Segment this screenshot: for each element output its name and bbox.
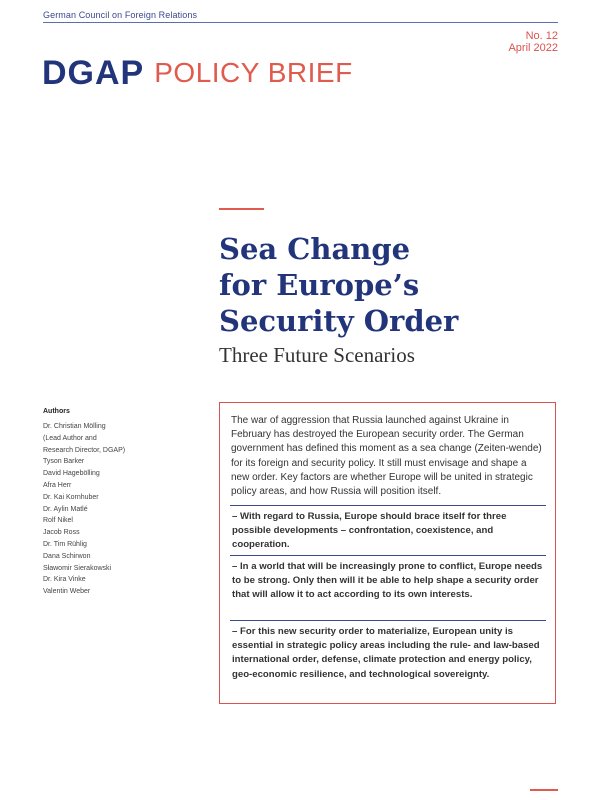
- page-title: [219, 231, 559, 339]
- key-point: – In a world that will be increasingly prone to conflict, Europe needs to be strong. Only then will it be able to help shape a security order that will allow it to act according to its own interests.: [232, 561, 543, 601]
- key-point: – With regard to Russia, Europe should brace itself for three possible developments – confrontation, coexistence, and cooperation.: [232, 511, 507, 551]
- title-accent-rule: [219, 208, 264, 210]
- author-name: Valentin Weber: [43, 588, 91, 596]
- title-line: Security Order: [219, 304, 459, 338]
- authors-list: [43, 421, 203, 598]
- logo-mark: DGAP: [42, 54, 145, 92]
- organization-name: German Council on Foreign Relations: [43, 10, 198, 20]
- author-name: Sławomir Sierakowski: [43, 564, 112, 572]
- author-name: Dana Schirwon: [43, 552, 91, 560]
- issue-date: April 2022: [508, 42, 558, 54]
- author-name: Rolf Nikel: [43, 517, 73, 525]
- author-name: Dr. Tim Rühlig: [43, 540, 87, 548]
- author-name: Afra Herr: [43, 481, 72, 489]
- dgap-logo: [42, 56, 353, 90]
- author-name: Dr. Kai Kornhuber: [43, 493, 99, 501]
- author-name: David Hagebölling: [43, 470, 100, 478]
- author-name: Dr. Aylin Matlé: [43, 505, 88, 513]
- header-rule: [43, 22, 558, 23]
- issue-number: No. 12: [525, 30, 558, 42]
- author-name: Tyson Barker: [43, 458, 85, 466]
- title-line: for Europe’s: [219, 268, 420, 302]
- footer-accent-rule: [530, 789, 558, 791]
- page-subtitle: Three Future Scenarios: [219, 343, 415, 367]
- issue-info: [508, 30, 558, 54]
- key-point: – For this new security order to materialize, European unity is essential in strategic policy areas including the rule- and law-based international order, defense, climate protection and energy policy, geo-economic resilience, and technological sovereignty.: [232, 626, 540, 680]
- author-name: Dr. Kira Vinke: [43, 576, 86, 584]
- bullet-divider: [230, 620, 546, 621]
- author-name: Jacob Ross: [43, 529, 80, 537]
- summary-intro: The war of aggression that Russia launched against Ukraine in February has destroyed the European security order. The German government has defined this moment as a sea change (Zeiten-wende) for its foreign and security policy. It still must envisage and shape a new order. Key factors are whether Europe will be united in strategic policy areas, and how Russia will position itself.: [231, 415, 542, 498]
- bullet-divider: [230, 555, 546, 556]
- logo-subtitle: POLICY BRIEF: [154, 57, 353, 88]
- bullet-divider: [230, 505, 546, 506]
- author-name: Dr. Christian Mölling (Lead Author and Research Director, DGAP): [43, 423, 126, 454]
- authors-heading: Authors: [43, 408, 70, 415]
- title-line: Sea Change: [219, 232, 411, 266]
